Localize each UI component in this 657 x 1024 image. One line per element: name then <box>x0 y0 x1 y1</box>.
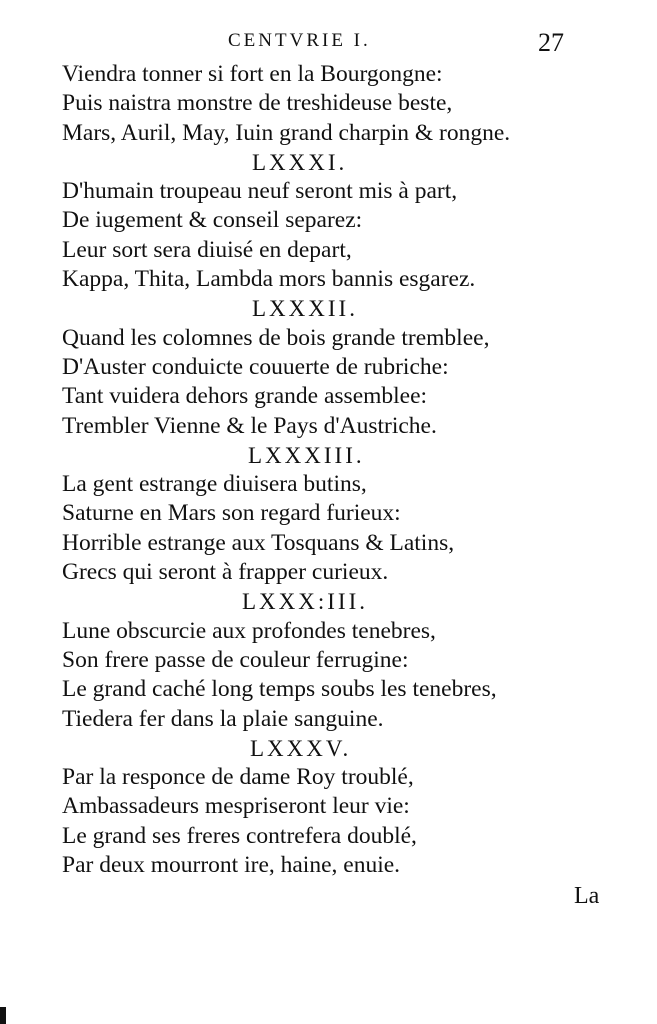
verse-line: Le grand ses freres contrefera doublé, <box>62 822 417 849</box>
verse-line: Le grand caché long temps soubs les tenebres, <box>62 676 497 703</box>
verse-line: Tant vuidera dehors grande assemblee: <box>62 383 428 410</box>
page-header <box>0 28 657 58</box>
verse-line: Leur sort sera diuisé en depart, <box>62 236 352 263</box>
page-number: 27 <box>538 28 564 57</box>
margin-mark <box>0 1007 6 1024</box>
verse-line: Ambassadeurs mespriseront leur vie: <box>62 793 410 820</box>
quatrain-number: LXXXI. <box>252 149 348 175</box>
verse-line: Horrible estrange aux Tosquans & Latins, <box>62 529 455 556</box>
verse-line: Puis naistra monstre de treshideuse beste, <box>62 90 453 117</box>
verse-line: Saturne en Mars son regard furieux: <box>62 500 401 527</box>
quatrain-number: LXXX:III. <box>242 589 368 615</box>
verse-line: Grecs qui seront à frapper curieux. <box>62 559 389 586</box>
running-head: CENTVRIE I. <box>228 30 371 51</box>
verse-line: Mars, Auril, May, Iuin grand charpin & rongne. <box>62 119 511 146</box>
quatrain-number: LXXXII. <box>252 296 358 322</box>
verse-line: Son frere passe de couleur ferrugine: <box>62 646 409 673</box>
verse-text <box>62 60 622 880</box>
verse-line: Trembler Vienne & le Pays d'Austriche. <box>62 412 437 439</box>
catchword: La <box>574 883 600 909</box>
verse-line: La gent estrange diuisera butins, <box>62 471 367 498</box>
quatrain-number: LXXXV. <box>250 735 352 761</box>
quatrain-number: LXXXIII. <box>248 442 365 468</box>
verse-line: D'Auster conduicte couuerte de rubriche: <box>62 353 449 380</box>
verse-line: De iugement & conseil separez: <box>62 207 363 234</box>
verse-line: Tiedera fer dans la plaie sanguine. <box>62 705 384 732</box>
verse-line: D'humain troupeau neuf seront mis à part, <box>62 178 458 205</box>
verse-line: Viendra tonner si fort en la Bourgongne: <box>62 61 443 87</box>
verse-line: Par la responce de dame Roy troublé, <box>62 764 414 791</box>
verse-line: Quand les colomnes de bois grande tremblee, <box>62 324 490 351</box>
verse-line: Par deux mourront ire, haine, enuie. <box>62 852 401 879</box>
verse-line: Kappa, Thita, Lambda mors bannis esgarez. <box>62 266 476 293</box>
verse-line: Lune obscurcie aux profondes tenebres, <box>62 617 436 644</box>
